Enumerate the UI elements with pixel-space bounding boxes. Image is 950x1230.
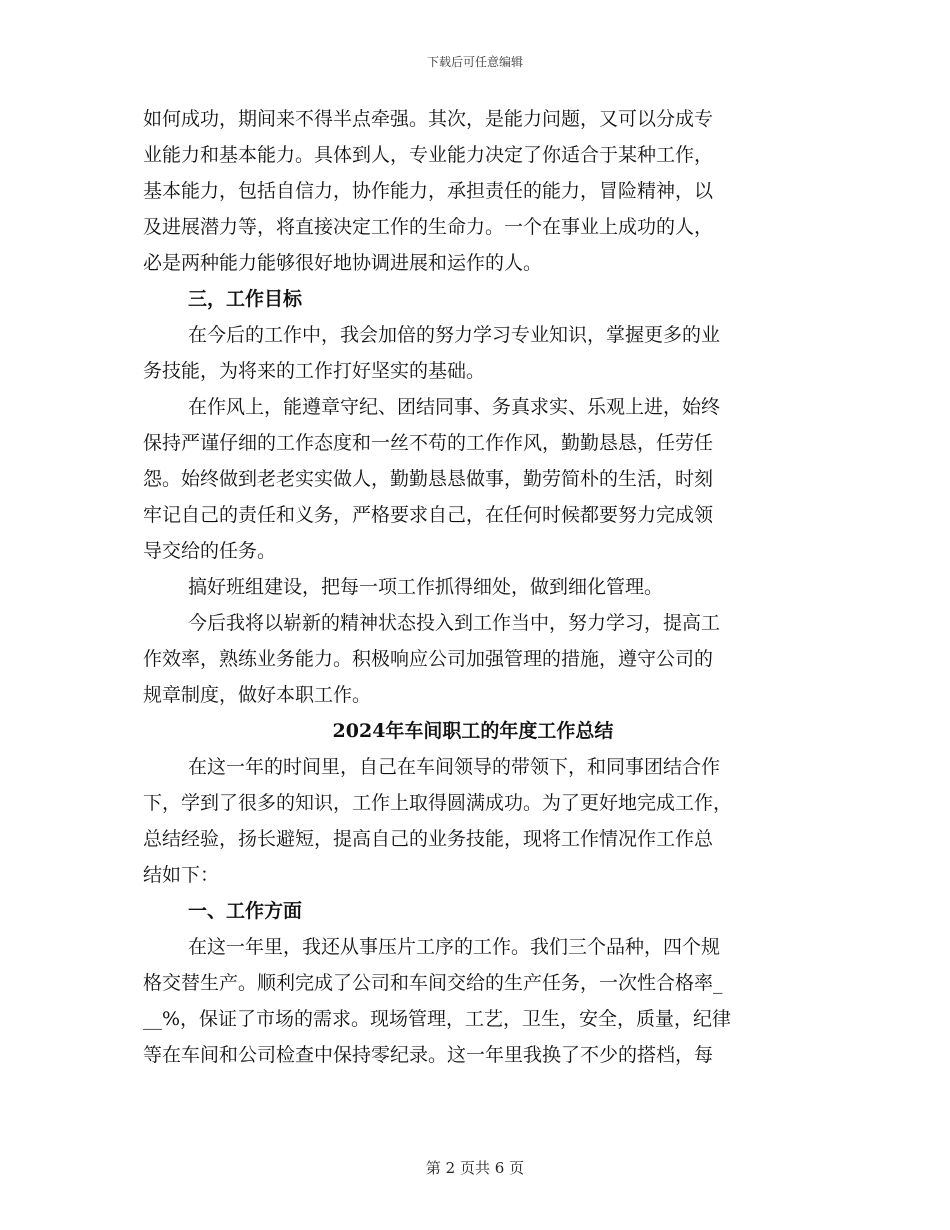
paragraph-line: 在这一年里，我还从事压片工序的工作。我们三个品种，四个规	[188, 936, 721, 958]
paragraph-line: 规章制度，做好本职工作。	[143, 684, 372, 706]
paragraph-line: 今后我将以崭新的精神状态投入到工作当中，努力学习，提高工	[188, 612, 721, 634]
paragraph-line: 务技能，为将来的工作打好坚实的基础。	[143, 360, 486, 382]
paragraph-line: 基本能力，包括自信力，协作能力，承担责任的能力，冒险精神，以	[143, 180, 714, 202]
paragraph-line: 牢记自己的责任和义务，严格要求自己，在任何时候都要努力完成领	[143, 504, 714, 526]
paragraph-line: 业能力和基本能力。具体到人，专业能力决定了你适合于某种工作，	[143, 144, 714, 166]
paragraph-line: 格交替生产。顺利完成了公司和车间交给的生产任务，一次性合格率_	[143, 972, 723, 994]
paragraph-line: 在这一年的时间里，自己在车间领导的带领下，和同事团结合作	[188, 756, 721, 778]
paragraph-line: 结如下：	[143, 864, 220, 886]
paragraph-line: 怨。始终做到老老实实做人，勤勤恳恳做事，勤劳简朴的生活，时刻	[143, 468, 714, 490]
paragraph-line: 必是两种能力能够很好地协调进展和运作的人。	[143, 252, 543, 274]
paragraph-line: 总结经验，扬长避短，提高自己的业务技能，现将工作情况作工作总	[143, 828, 714, 850]
paragraph-line: 导交给的任务。	[143, 540, 277, 562]
paragraph-line: 保持严谨仔细的工作态度和一丝不苟的工作作风，勤勤恳恳，任劳任	[143, 432, 714, 454]
paragraph-line: __%，保证了市场的需求。现场管理，工艺，卫生，安全，质量，纪律	[143, 1008, 732, 1030]
paragraph-line: 搞好班组建设，把每一项工作抓得细处，做到细化管理。	[188, 576, 664, 598]
page-number-footer: 第 2 页共 6 页	[425, 1159, 525, 1177]
page-header-note: 下载后可任意编辑	[426, 55, 523, 69]
paragraph-line: 等在车间和公司检查中保持零纪录。这一年里我换了不少的搭档，每	[143, 1044, 714, 1066]
section-heading: 一、工作方面	[188, 900, 303, 922]
paragraph-line: 在今后的工作中，我会加倍的努力学习专业知识，掌握更多的业	[188, 324, 721, 346]
paragraph-line: 及进展潜力等，将直接决定工作的生命力。一个在事业上成功的人，	[143, 216, 714, 238]
paragraph-line: 如何成功，期间来不得半点牵强。其次，是能力问题，又可以分成专	[143, 108, 714, 130]
section-heading: 三，工作目标	[188, 288, 303, 310]
paragraph-line: 在作风上，能遵章守纪、团结同事、务真求实、乐观上进，始终	[188, 396, 721, 418]
document-title: 2024年车间职工的年度工作总结	[332, 720, 614, 742]
paragraph-line: 下，学到了很多的知识，工作上取得圆满成功。为了更好地完成工作，	[143, 792, 733, 814]
paragraph-line: 作效率，熟练业务能力。积极响应公司加强管理的措施，遵守公司的	[143, 648, 714, 670]
